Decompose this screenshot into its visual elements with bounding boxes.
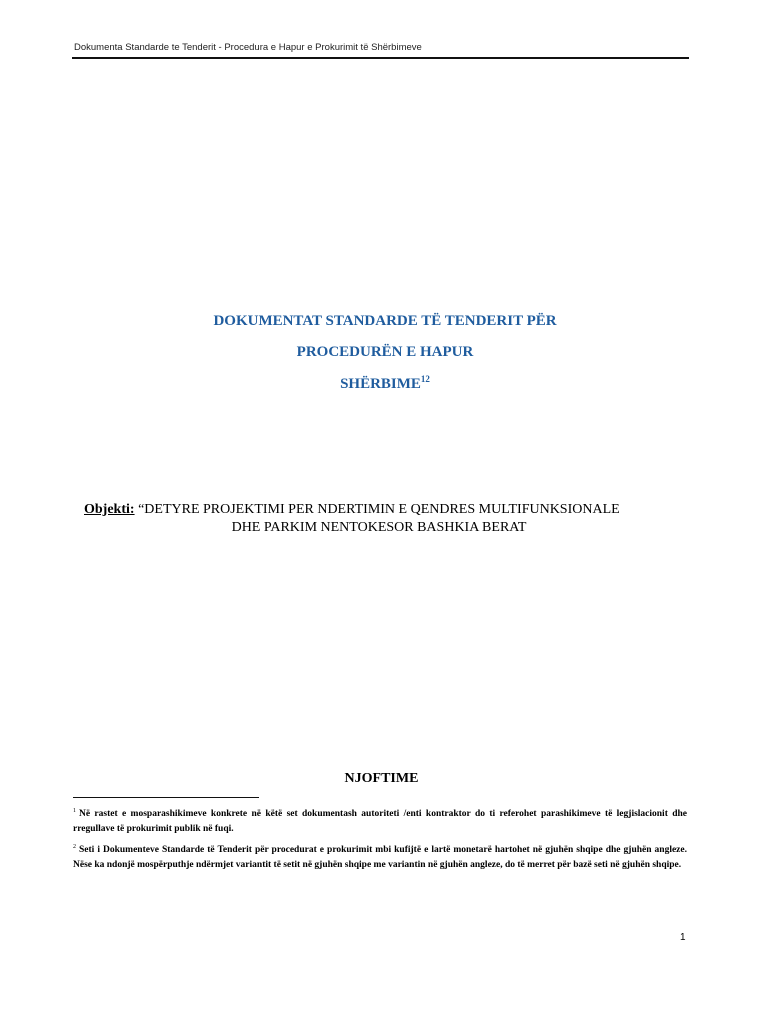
footnote-1-text: Në rastet e mosparashikimeve konkrete në këtë set dokumentash autoriteti /enti kontraktor do ti referohet parashikimeve të legjislacionit dhe rregullave të prokurimit publik në fuqi. (73, 809, 687, 835)
footnote-1 (73, 804, 687, 837)
footnote-2-mark: 2 (73, 844, 76, 850)
object-description (84, 501, 704, 537)
footnote-2-text: Seti i Dokumenteve Standarde të Tenderit për procedurat e prokurimit mbi kufijtë e lartë monetarë hartohet në gjuhën shqipe dhe gjuhën angleze. Nëse ka ndonjë mospërputhje ndërmjet variantit të setit në gjuhën shqipe me variantin në gjuhën angleze, do të merret për bazë seti në gjuhën shqipe. (73, 845, 687, 871)
notices-heading: NJOFTIME (344, 771, 419, 786)
document-title-line-1: DOKUMENTAT STANDARDE TË TENDERIT PËR (213, 313, 557, 329)
header-rule (72, 57, 689, 59)
document-title-line-3 (0, 374, 770, 393)
document-title-line-2: PROCEDURËN E HAPUR (296, 344, 474, 360)
footnote-2 (73, 840, 687, 873)
footnote-1-mark: 1 (73, 808, 76, 814)
object-label: Objekti: (84, 502, 135, 517)
page-number: 1 (680, 932, 686, 943)
object-text-line-2: DHE PARKIM NENTOKESOR BASHKIA BERAT (231, 520, 527, 535)
running-header: Dokumenta Standarde te Tenderit - Procedura e Hapur e Prokurimit të Shërbimeve (74, 42, 422, 53)
title-footnote-ref: 12 (420, 374, 430, 384)
title-line-3-text: SHËRBIME (340, 376, 421, 392)
object-text-line-1: “DETYRE PROJEKTIMI PER NDERTIMIN E QENDRES MULTIFUNKSIONALE (134, 502, 620, 517)
footnote-separator (73, 797, 259, 798)
